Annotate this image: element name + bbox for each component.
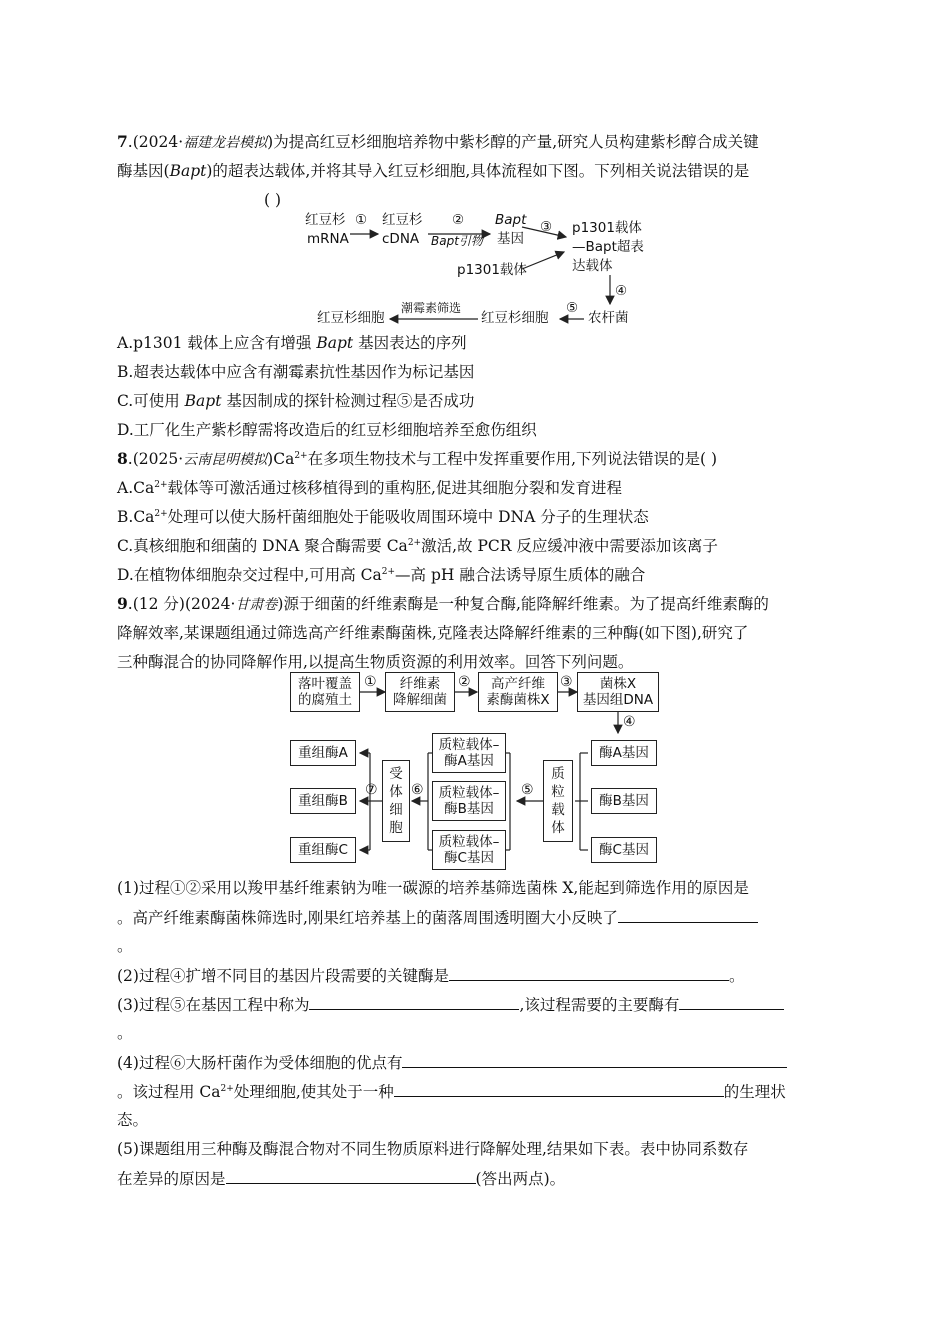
q9-line1-rest: )源于细菌的纤维素酶是一种复合酶,能降解纤维素。为了提高纤维素酶的 <box>277 595 769 613</box>
q9-plasmid-char-2: 粒 <box>551 784 565 800</box>
q7-node-vector-c: 达载体 <box>572 258 613 274</box>
q9-part1-line3: 。 <box>117 937 133 955</box>
q7-line2-post: )的超表达载体,并将其导入红豆杉细胞,具体流程如下图。下列相关说法错误的是 <box>206 162 750 180</box>
q9-part4-line1 <box>117 1051 829 1074</box>
q9-part2-post: 。 <box>728 967 745 985</box>
q9-box-bacteria-a: 纤维素 <box>399 676 441 692</box>
q7-line2-pre: 酶基因( <box>117 162 170 180</box>
q8-opt-b-post: 处理可以使大肠杆菌细胞处于能吸收周围环境中 DNA 分子的生理状态 <box>167 508 649 526</box>
q7-opt-a-gene: Bapt <box>316 334 354 352</box>
q9-plasmid-vector <box>543 760 573 842</box>
q9-rec-a-line2: 酶A基因 <box>444 753 494 769</box>
q9-box-bacteria-b: 降解细菌 <box>393 692 447 708</box>
q7-opt-c-pre: C.可使用 <box>117 392 185 410</box>
q9-step-3: ③ <box>560 674 573 690</box>
q9-host-char-4: 胞 <box>389 820 403 836</box>
q7-step-2-label: Bapt引物 <box>431 234 483 248</box>
q9-recombinant-b <box>432 781 506 821</box>
q9-source-region: 甘肃卷 <box>235 597 278 613</box>
q9-enzyme-b: 重组酶B <box>290 788 356 814</box>
q8-stem-mid: )Ca <box>267 450 295 468</box>
q7-option-c <box>117 390 829 412</box>
q9-box-soil <box>290 672 360 712</box>
q9-box-strain-a: 高产纤维 <box>491 676 545 692</box>
q9-step-5: ⑤ <box>521 782 534 798</box>
q8-opt-d-pre: D.在植物体细胞杂交过程中,可用高 Ca <box>117 566 382 584</box>
q9-stem-line1 <box>117 593 829 616</box>
q8-opt-a-pre: A.Ca <box>117 479 155 497</box>
q9-part3-line1 <box>117 993 829 1016</box>
answer-blank[interactable] <box>449 964 729 981</box>
q7-step-6-label: 潮霉素筛选 <box>401 301 462 315</box>
q7-opt-a-post: 基因表达的序列 <box>353 334 467 352</box>
q9-part5-pre: 在差异的原因是 <box>117 1170 226 1188</box>
q9-part5-line1: (5)课题组用三种酶及酶混合物对不同生物质原料进行降解处理,结果如下表。表中协同系数存 <box>117 1140 749 1158</box>
q7-step-2: ② <box>452 212 465 228</box>
q9-part1-line1: (1)过程①②采用以羧甲基纤维素钠为唯一碳源的培养基筛选菌株 X,能起到筛选作用的原因是 <box>117 879 749 897</box>
q7-node-bapt-a: Bapt <box>495 212 527 228</box>
q9-box-soil-a: 落叶覆盖 <box>298 676 352 692</box>
q7-option-a <box>117 332 829 354</box>
q9-box-strain-x <box>478 672 558 712</box>
q9-host-cell <box>382 760 410 842</box>
q7-node-cdna-a: 红豆杉 <box>382 212 423 228</box>
q9-part4-mid: 处理细胞,使其处于一种 <box>233 1083 394 1101</box>
q7-source-pre: .(2024· <box>127 133 184 151</box>
q9-host-char-1: 受 <box>389 766 403 782</box>
q8-opt-a-sup: 2+ <box>154 479 168 490</box>
q7-node-cdna-b: cDNA <box>382 231 420 247</box>
q8-option-c <box>117 535 829 557</box>
q9-part3-mid: ,该过程需要的主要酶有 <box>519 996 680 1014</box>
q9-rec-c-line1: 质粒载体– <box>438 834 500 850</box>
q8-opt-a-post: 载体等可激活通过核移植得到的重构胚,促进其细胞分裂和发育进程 <box>167 479 622 497</box>
q8-opt-c-post: 激活,故 PCR 反应缓冲液中需要添加该离子 <box>421 537 718 555</box>
q9-host-char-2: 体 <box>389 784 403 800</box>
q9-gene-a: 酶A基因 <box>591 740 657 766</box>
q8-source-pre: .(2025· <box>127 450 184 468</box>
q9-box-bacteria <box>385 672 455 712</box>
q7-node-p1301: p1301载体 <box>457 262 527 278</box>
q9-box-soil-b: 的腐殖土 <box>298 692 352 708</box>
q7-stem-line1 <box>117 131 829 154</box>
q9-part4-pre: 。该过程用 Ca <box>117 1083 221 1101</box>
q9-rec-a-line1: 质粒载体– <box>438 737 500 753</box>
q9-recombinant-c <box>432 830 506 870</box>
q9-recombinant-a <box>432 733 506 773</box>
answer-blank[interactable] <box>226 1167 476 1184</box>
q9-plasmid-char-1: 质 <box>551 766 565 782</box>
q8-stem <box>117 448 829 471</box>
answer-blank[interactable] <box>618 906 758 923</box>
q9-box-strain-b: 素酶菌株X <box>486 692 550 708</box>
q9-stem-line3: 三种酶混合的协同降解作用,以提高生物质资源的利用效率。回答下列问题。 <box>117 653 634 671</box>
q8-option-b <box>117 506 829 528</box>
q9-stem-line2: 降解效率,某课题组通过筛选高产纤维素酶菌株,克隆表达降解纤维素的三种酶(如下图),研究了 <box>117 624 749 642</box>
q9-part4-sup: 2+ <box>220 1083 234 1094</box>
q7-node-mrna-a: 红豆杉 <box>305 212 346 228</box>
q9-step-6: ⑥ <box>411 782 424 798</box>
q8-opt-c-sup: 2+ <box>407 537 422 548</box>
q7-opt-c-post: 基因制成的探针检测过程⑤是否成功 <box>221 392 475 410</box>
q7-node-agro: 农杆菌 <box>588 310 629 326</box>
q8-option-a <box>117 477 829 499</box>
q9-step-2: ② <box>458 674 471 690</box>
q9-enzyme-c: 重组酶C <box>290 837 356 863</box>
q8-stem-post: 在多项生物技术与工程中发挥重要作用,下列说法错误的是( ) <box>307 450 718 468</box>
q7-node-cell-final: 红豆杉细胞 <box>317 310 385 326</box>
q7-option-b: B.超表达载体中应含有潮霉素抗性基因作为标记基因 <box>117 363 475 381</box>
q9-number: 9 <box>117 594 128 613</box>
q9-plasmid-char-4: 体 <box>551 820 565 836</box>
q7-node-vector-b: —Bapt超表 <box>572 239 644 255</box>
q7-node-mrna-b: mRNA <box>307 231 349 247</box>
q9-box-genome <box>577 672 659 712</box>
q9-part4-line1-text: (4)过程⑥大肠杆菌作为受体细胞的优点有 <box>117 1054 403 1072</box>
q9-part5-line2 <box>117 1167 829 1190</box>
q7-step-3: ③ <box>540 219 553 235</box>
q8-opt-d-post: —高 pH 融合法诱导原生质体的融合 <box>395 566 646 584</box>
q9-plasmid-char-3: 载 <box>551 802 565 818</box>
q7-opt-c-gene: Bapt <box>184 392 222 410</box>
answer-blank[interactable] <box>402 1051 787 1068</box>
q7-gene: Bapt <box>169 162 207 180</box>
q7-answer-paren: ( ) <box>264 191 282 209</box>
q9-part4-line3: 态。 <box>117 1111 149 1129</box>
q9-gene-c: 酶C基因 <box>591 837 657 863</box>
q8-sup: 2+ <box>294 450 308 461</box>
q9-rec-b-line2: 酶B基因 <box>444 801 494 817</box>
q9-step-4: ④ <box>623 714 636 730</box>
q9-part4-line2 <box>117 1080 829 1103</box>
q9-part3-pre: (3)过程⑤在基因工程中称为 <box>117 996 310 1014</box>
q9-part4-post: 的生理状 <box>723 1083 786 1101</box>
q9-box-genome-a: 菌株X <box>599 676 637 692</box>
q7-flow-diagram <box>300 207 660 332</box>
q7-number: 7 <box>117 132 128 151</box>
q9-part1-line2-text: 。高产纤维素酶菌株筛选时,刚果红培养基上的菌落周围透明圈大小反映了 <box>117 909 618 927</box>
q9-part3-line2: 。 <box>117 1024 133 1042</box>
q7-source-region: 福建龙岩模拟 <box>183 135 268 151</box>
answer-blank[interactable] <box>679 993 784 1010</box>
q9-part1-line2 <box>117 906 829 929</box>
answer-blank[interactable] <box>309 993 519 1010</box>
q8-opt-b-pre: B.Ca <box>117 508 155 526</box>
q9-rec-c-line2: 酶C基因 <box>444 850 494 866</box>
q9-enzyme-a: 重组酶A <box>290 740 356 766</box>
q9-box-genome-b: 基因组DNA <box>582 692 654 708</box>
q9-step-7: ⑦ <box>365 782 378 798</box>
q9-rec-b-line1: 质粒载体– <box>438 785 500 801</box>
q7-stem-line2 <box>117 160 829 182</box>
answer-blank[interactable] <box>394 1080 724 1097</box>
q7-option-d: D.工厂化生产紫杉醇需将改造后的红豆杉细胞培养至愈伤组织 <box>117 421 537 439</box>
q7-node-vector-a: p1301载体 <box>572 220 642 236</box>
q9-part5-post: (答出两点)。 <box>475 1170 566 1188</box>
q8-opt-c-pre: C.真核细胞和细菌的 DNA 聚合酶需要 Ca <box>117 537 408 555</box>
q9-host-char-3: 细 <box>389 802 403 818</box>
q8-source-region: 云南昆明模拟 <box>183 452 268 468</box>
q7-node-cell: 红豆杉细胞 <box>481 310 549 326</box>
q7-opt-a-pre: A.p1301 载体上应含有增强 <box>117 334 317 352</box>
q8-opt-b-sup: 2+ <box>154 508 168 519</box>
q7-step-1: ① <box>355 212 368 228</box>
q8-number: 8 <box>117 449 128 468</box>
q9-part2 <box>117 964 829 987</box>
q9-part2-pre: (2)过程④扩增不同目的基因片段需要的关键酶是 <box>117 967 449 985</box>
q8-opt-d-sup: 2+ <box>381 566 396 577</box>
q8-option-d <box>117 564 829 586</box>
q9-gene-b: 酶B基因 <box>591 788 657 814</box>
q7-step-5: ⑤ <box>566 300 579 316</box>
q7-line1-rest: )为提高红豆杉细胞培养物中紫杉醇的产量,研究人员构建紫杉醇合成关键 <box>267 133 759 151</box>
q9-flow-diagram <box>285 670 665 870</box>
q7-node-bapt-b: 基因 <box>497 231 524 247</box>
q9-source-pre: .(12 分)(2024· <box>127 595 236 613</box>
q7-step-4: ④ <box>615 283 628 299</box>
q9-step-1: ① <box>364 674 377 690</box>
